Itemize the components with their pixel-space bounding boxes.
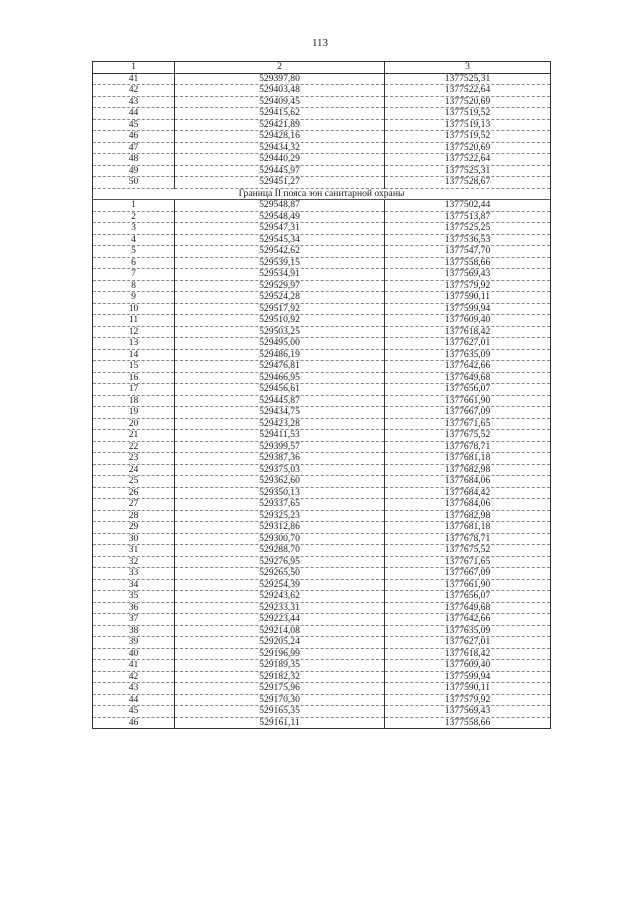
y-coordinate-cell: 1377590,11 [385,683,551,695]
header-cell-x: 2 [175,62,385,74]
point-number-cell: 13 [93,338,175,350]
point-number-cell: 21 [93,430,175,442]
table-row [93,177,551,189]
x-coordinate-cell: 529542,62 [175,246,385,258]
y-coordinate-cell: 1377642,66 [385,361,551,373]
table-row [93,372,551,384]
point-number-cell: 50 [93,177,175,189]
point-number-cell: 49 [93,165,175,177]
y-coordinate-cell: 1377678,71 [385,533,551,545]
x-coordinate-cell: 529362,60 [175,476,385,488]
y-coordinate-cell: 1377609,40 [385,315,551,327]
point-number-cell: 45 [93,706,175,718]
page-number: 113 [311,37,329,49]
table-row [93,211,551,223]
table-row [93,441,551,453]
x-coordinate-cell: 529182,32 [175,671,385,683]
point-number-cell: 16 [93,372,175,384]
point-number-cell: 23 [93,453,175,465]
table-row [93,338,551,350]
table-row [93,108,551,120]
y-coordinate-cell: 1377579,92 [385,280,551,292]
y-coordinate-cell: 1377684,42 [385,487,551,499]
section-heading-row [93,188,551,200]
y-coordinate-cell: 1377618,42 [385,648,551,660]
x-coordinate-cell: 529434,32 [175,142,385,154]
point-number-cell: 41 [93,73,175,85]
x-coordinate-cell: 529165,35 [175,706,385,718]
table-row [93,510,551,522]
table-row [93,269,551,281]
point-number-cell: 36 [93,602,175,614]
x-coordinate-cell: 529440,29 [175,154,385,166]
table-row [93,200,551,212]
table-row [93,131,551,143]
table-row [93,545,551,557]
point-number-cell: 35 [93,591,175,603]
y-coordinate-cell: 1377678,71 [385,441,551,453]
table-row [93,73,551,85]
y-coordinate-cell: 1377609,40 [385,660,551,672]
x-coordinate-cell: 529233,31 [175,602,385,614]
x-coordinate-cell: 529196,99 [175,648,385,660]
table-row [93,223,551,235]
x-coordinate-cell: 529189,35 [175,660,385,672]
point-number-cell: 2 [93,211,175,223]
table-row [93,499,551,511]
x-coordinate-cell: 529276,95 [175,556,385,568]
y-coordinate-cell: 1377656,07 [385,591,551,603]
point-number-cell: 6 [93,257,175,269]
point-number-cell: 45 [93,119,175,131]
y-coordinate-cell: 1377667,09 [385,407,551,419]
table-row [93,476,551,488]
y-coordinate-cell: 1377513,87 [385,211,551,223]
x-coordinate-cell: 529175,96 [175,683,385,695]
x-coordinate-cell: 529548,87 [175,200,385,212]
point-number-cell: 22 [93,441,175,453]
x-coordinate-cell: 529534,91 [175,269,385,281]
x-coordinate-cell: 529325,23 [175,510,385,522]
x-coordinate-cell: 529375,03 [175,464,385,476]
y-coordinate-cell: 1377520,69 [385,96,551,108]
table-row [93,165,551,177]
y-coordinate-cell: 1377522,64 [385,85,551,97]
x-coordinate-cell: 529445,87 [175,395,385,407]
point-number-cell: 12 [93,326,175,338]
y-coordinate-cell: 1377528,67 [385,177,551,189]
point-number-cell: 8 [93,280,175,292]
x-coordinate-cell: 529451,27 [175,177,385,189]
point-number-cell: 34 [93,579,175,591]
table-row [93,430,551,442]
point-number-cell: 44 [93,694,175,706]
y-coordinate-cell: 1377684,06 [385,476,551,488]
x-coordinate-cell: 529350,13 [175,487,385,499]
point-number-cell: 43 [93,683,175,695]
point-number-cell: 32 [93,556,175,568]
point-number-cell: 31 [93,545,175,557]
point-number-cell: 26 [93,487,175,499]
y-coordinate-cell: 1377569,43 [385,706,551,718]
table-row [93,142,551,154]
coordinates-table-body [93,62,551,729]
x-coordinate-cell: 529539,15 [175,257,385,269]
table-row [93,522,551,534]
table-row [93,418,551,430]
table-row [93,453,551,465]
x-coordinate-cell: 529265,50 [175,568,385,580]
y-coordinate-cell: 1377627,01 [385,637,551,649]
x-coordinate-cell: 529486,19 [175,349,385,361]
table-row [93,717,551,729]
y-coordinate-cell: 1377558,66 [385,717,551,729]
table-row [93,614,551,626]
point-number-cell: 39 [93,637,175,649]
table-row [93,257,551,269]
table-row [93,407,551,419]
x-coordinate-cell: 529529,97 [175,280,385,292]
table-row [93,568,551,580]
table-row [93,326,551,338]
table-row [93,579,551,591]
table-row [93,671,551,683]
y-coordinate-cell: 1377558,66 [385,257,551,269]
x-coordinate-cell: 529510,92 [175,315,385,327]
point-number-cell: 47 [93,142,175,154]
point-number-cell: 1 [93,200,175,212]
table-row [93,384,551,396]
y-coordinate-cell: 1377649,68 [385,372,551,384]
point-number-cell: 15 [93,361,175,373]
table-row [93,464,551,476]
y-coordinate-cell: 1377642,66 [385,614,551,626]
point-number-cell: 44 [93,108,175,120]
point-number-cell: 5 [93,246,175,258]
x-coordinate-cell: 529161,11 [175,717,385,729]
point-number-cell: 25 [93,476,175,488]
point-number-cell: 24 [93,464,175,476]
point-number-cell: 14 [93,349,175,361]
y-coordinate-cell: 1377579,92 [385,694,551,706]
y-coordinate-cell: 1377502,44 [385,200,551,212]
x-coordinate-cell: 529170,30 [175,694,385,706]
x-coordinate-cell: 529415,62 [175,108,385,120]
table-row [93,591,551,603]
point-number-cell: 3 [93,223,175,235]
x-coordinate-cell: 529423,28 [175,418,385,430]
table-row [93,315,551,327]
table-row [93,96,551,108]
y-coordinate-cell: 1377569,43 [385,269,551,281]
y-coordinate-cell: 1377649,68 [385,602,551,614]
y-coordinate-cell: 1377536,53 [385,234,551,246]
table-row [93,683,551,695]
point-number-cell: 30 [93,533,175,545]
table-row [93,349,551,361]
point-number-cell: 41 [93,660,175,672]
x-coordinate-cell: 529524,28 [175,292,385,304]
x-coordinate-cell: 529466,95 [175,372,385,384]
y-coordinate-cell: 1377618,42 [385,326,551,338]
point-number-cell: 18 [93,395,175,407]
table-row [93,625,551,637]
x-coordinate-cell: 529300,70 [175,533,385,545]
y-coordinate-cell: 1377525,31 [385,165,551,177]
x-coordinate-cell: 529223,44 [175,614,385,626]
x-coordinate-cell: 529312,86 [175,522,385,534]
y-coordinate-cell: 1377520,69 [385,142,551,154]
x-coordinate-cell: 529545,34 [175,234,385,246]
y-coordinate-cell: 1377682,98 [385,510,551,522]
x-coordinate-cell: 529434,75 [175,407,385,419]
point-number-cell: 43 [93,96,175,108]
y-coordinate-cell: 1377656,07 [385,384,551,396]
x-coordinate-cell: 529387,36 [175,453,385,465]
point-number-cell: 9 [93,292,175,304]
x-coordinate-cell: 529403,48 [175,85,385,97]
y-coordinate-cell: 1377661,90 [385,395,551,407]
point-number-cell: 37 [93,614,175,626]
table-row [93,85,551,97]
y-coordinate-cell: 1377599,94 [385,671,551,683]
y-coordinate-cell: 1377675,52 [385,430,551,442]
y-coordinate-cell: 1377671,65 [385,556,551,568]
section-heading: Граница II пояса зон санитарной охраны [93,188,551,200]
y-coordinate-cell: 1377525,31 [385,73,551,85]
coordinates-table [92,61,551,729]
table-row [93,487,551,499]
y-coordinate-cell: 1377667,09 [385,568,551,580]
point-number-cell: 46 [93,131,175,143]
x-coordinate-cell: 529456,61 [175,384,385,396]
x-coordinate-cell: 529243,62 [175,591,385,603]
y-coordinate-cell: 1377661,90 [385,579,551,591]
x-coordinate-cell: 529548,49 [175,211,385,223]
table-row [93,648,551,660]
point-number-cell: 48 [93,154,175,166]
table-row [93,246,551,258]
y-coordinate-cell: 1377681,18 [385,453,551,465]
table-row [93,637,551,649]
x-coordinate-cell: 529476,81 [175,361,385,373]
table-row [93,292,551,304]
point-number-cell: 46 [93,717,175,729]
x-coordinate-cell: 529397,80 [175,73,385,85]
point-number-cell: 38 [93,625,175,637]
point-number-cell: 42 [93,671,175,683]
x-coordinate-cell: 529399,57 [175,441,385,453]
table-row [93,556,551,568]
point-number-cell: 19 [93,407,175,419]
y-coordinate-cell: 1377675,52 [385,545,551,557]
y-coordinate-cell: 1377627,01 [385,338,551,350]
y-coordinate-cell: 1377682,98 [385,464,551,476]
x-coordinate-cell: 529495,00 [175,338,385,350]
table-row [93,660,551,672]
y-coordinate-cell: 1377671,65 [385,418,551,430]
point-number-cell: 7 [93,269,175,281]
y-coordinate-cell: 1377525,25 [385,223,551,235]
table-row [93,694,551,706]
header-cell-y: 3 [385,62,551,74]
point-number-cell: 4 [93,234,175,246]
y-coordinate-cell: 1377547,70 [385,246,551,258]
x-coordinate-cell: 529288,70 [175,545,385,557]
table-row [93,234,551,246]
x-coordinate-cell: 529409,45 [175,96,385,108]
table-row [93,119,551,131]
header-cell-point: 1 [93,62,175,74]
y-coordinate-cell: 1377684,06 [385,499,551,511]
x-coordinate-cell: 529503,25 [175,326,385,338]
x-coordinate-cell: 529254,39 [175,579,385,591]
x-coordinate-cell: 529411,53 [175,430,385,442]
table-row [93,533,551,545]
y-coordinate-cell: 1377519,13 [385,119,551,131]
table-row [93,280,551,292]
point-number-cell: 33 [93,568,175,580]
x-coordinate-cell: 529547,31 [175,223,385,235]
table-row [93,361,551,373]
y-coordinate-cell: 1377635,09 [385,625,551,637]
table-row [93,395,551,407]
point-number-cell: 42 [93,85,175,97]
point-number-cell: 10 [93,303,175,315]
x-coordinate-cell: 529205,24 [175,637,385,649]
y-coordinate-cell: 1377599,94 [385,303,551,315]
y-coordinate-cell: 1377519,52 [385,108,551,120]
table-row [93,303,551,315]
point-number-cell: 17 [93,384,175,396]
point-number-cell: 20 [93,418,175,430]
y-coordinate-cell: 1377681,18 [385,522,551,534]
x-coordinate-cell: 529337,65 [175,499,385,511]
point-number-cell: 27 [93,499,175,511]
table-row [93,602,551,614]
table-header-row [93,62,551,74]
x-coordinate-cell: 529445,97 [175,165,385,177]
x-coordinate-cell: 529421,89 [175,119,385,131]
y-coordinate-cell: 1377635,09 [385,349,551,361]
table-row [93,154,551,166]
y-coordinate-cell: 1377522,64 [385,154,551,166]
point-number-cell: 11 [93,315,175,327]
x-coordinate-cell: 529428,16 [175,131,385,143]
point-number-cell: 40 [93,648,175,660]
point-number-cell: 29 [93,522,175,534]
y-coordinate-cell: 1377519,52 [385,131,551,143]
x-coordinate-cell: 529214,08 [175,625,385,637]
table-row [93,706,551,718]
point-number-cell: 28 [93,510,175,522]
x-coordinate-cell: 529517,92 [175,303,385,315]
y-coordinate-cell: 1377590,11 [385,292,551,304]
